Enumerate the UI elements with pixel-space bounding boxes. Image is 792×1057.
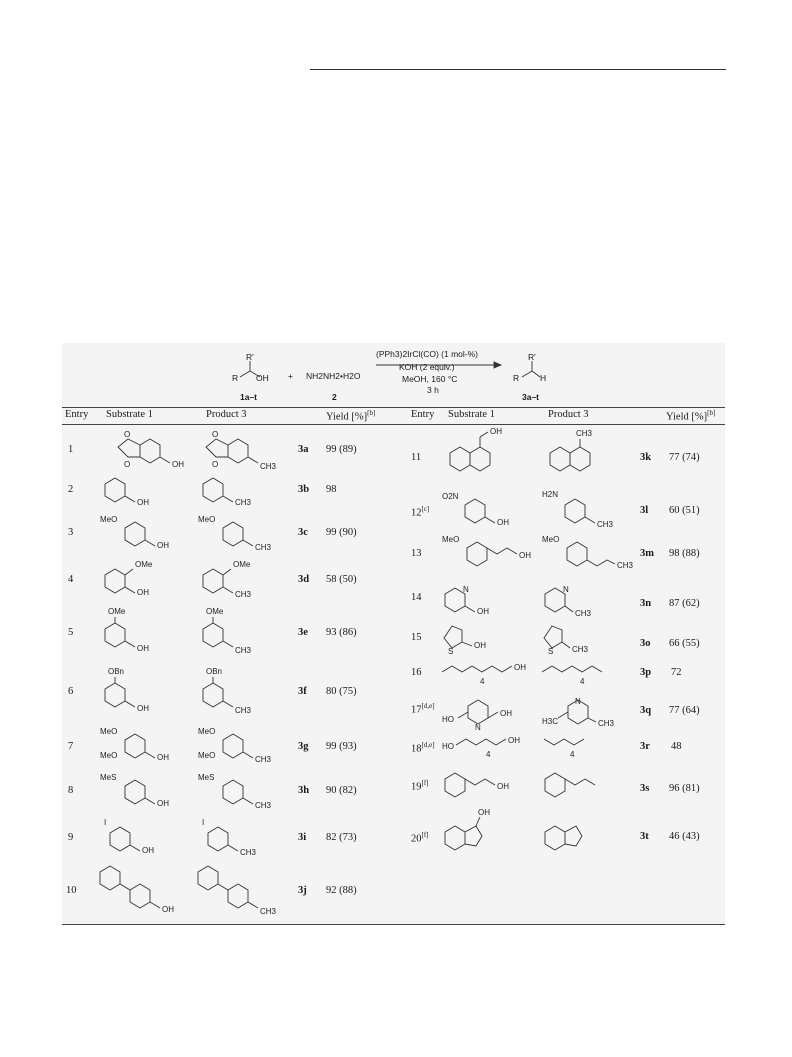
- entry-number: 9: [68, 832, 74, 843]
- substrate-structure: [100, 555, 190, 599]
- svg-text:H3C: H3C: [542, 717, 559, 726]
- yield-value: 72: [671, 667, 682, 678]
- svg-text:CH3: CH3: [255, 755, 272, 764]
- entry-number: 19[f]: [411, 779, 429, 793]
- svg-text:OH: OH: [157, 799, 169, 808]
- svg-text:CH3: CH3: [575, 609, 592, 618]
- substrate-structure: [440, 487, 540, 531]
- entry-number: 14: [411, 592, 422, 603]
- svg-text:N: N: [463, 585, 469, 594]
- svg-text:CH3: CH3: [235, 498, 252, 507]
- svg-text:OBn: OBn: [206, 667, 223, 676]
- product-id: 3l: [640, 505, 649, 516]
- entry-number: 1: [68, 444, 74, 455]
- svg-text:4: 4: [486, 750, 491, 759]
- yield-value: 77 (74): [669, 452, 700, 463]
- yield-value: 82 (73): [326, 832, 357, 843]
- svg-text:CH3: CH3: [576, 429, 593, 438]
- product-structure: [198, 472, 288, 507]
- svg-text:MeO: MeO: [198, 515, 216, 524]
- svg-text:CH3: CH3: [235, 706, 252, 715]
- svg-text:CH3: CH3: [260, 907, 277, 916]
- product-structure: [198, 815, 288, 857]
- svg-text:S: S: [448, 647, 454, 656]
- substrate-structure: [100, 472, 190, 507]
- product-structure: [540, 487, 640, 531]
- svg-text:OH: OH: [477, 607, 489, 616]
- entry-number: 12[c]: [411, 505, 430, 519]
- entry-number: 7: [68, 741, 74, 752]
- product-id: 3e: [298, 627, 308, 638]
- svg-text:OH: OH: [137, 644, 149, 653]
- yield-value: 58 (50): [326, 574, 357, 585]
- svg-text:CH3: CH3: [255, 801, 272, 810]
- product-structure: [540, 620, 640, 658]
- substrate-structure: [440, 808, 550, 858]
- svg-text:MeO: MeO: [198, 727, 216, 736]
- substrate-structure: [440, 532, 550, 576]
- product-structure: [540, 690, 650, 730]
- svg-text:OH: OH: [474, 641, 486, 650]
- svg-text:4: 4: [480, 677, 485, 686]
- svg-text:CH3: CH3: [235, 646, 252, 655]
- substrate-structure: [100, 815, 190, 857]
- svg-text:OH: OH: [508, 736, 520, 745]
- svg-text:OH: OH: [500, 709, 512, 718]
- product-structure: [198, 665, 288, 715]
- substrate-structure: [100, 770, 190, 810]
- product-id: 3p: [640, 667, 652, 678]
- entry-number: 13: [411, 548, 422, 559]
- condition-catalyst: (PPh3)2IrCl(CO) (1 mol-%): [376, 349, 479, 359]
- product-id: 3g: [298, 741, 309, 752]
- product-structure: [198, 427, 288, 472]
- product-id: 3h: [298, 785, 310, 796]
- svg-text:OMe: OMe: [135, 560, 153, 569]
- yield-value: 99 (93): [326, 741, 357, 752]
- product-structure: [540, 765, 650, 805]
- reactant-r: R: [232, 373, 239, 383]
- svg-text:S: S: [548, 647, 554, 656]
- reactant-oh: OH: [256, 373, 269, 383]
- entry-number: 4: [68, 574, 74, 585]
- svg-text:N: N: [563, 585, 569, 594]
- svg-text:OMe: OMe: [108, 607, 126, 616]
- substrate-structure: [100, 665, 190, 715]
- product-id: 3r: [640, 741, 650, 752]
- substrate-structure: [100, 862, 200, 917]
- product-id: 3f: [298, 686, 307, 697]
- product-structure: [198, 862, 298, 917]
- product-id: 3i: [298, 832, 307, 843]
- svg-text:MeO: MeO: [100, 751, 118, 760]
- entry-number: 8: [68, 785, 74, 796]
- svg-text:CH3: CH3: [597, 520, 614, 529]
- header-top-rule: [62, 407, 725, 408]
- header-substrate: Substrate 1: [106, 409, 153, 420]
- product-id: 3n: [640, 598, 652, 609]
- svg-text:HO: HO: [442, 715, 454, 724]
- entry-number: 10: [66, 885, 77, 896]
- svg-text:CH3: CH3: [235, 590, 252, 599]
- yield-value: 87 (62): [669, 598, 700, 609]
- svg-text:O: O: [212, 460, 219, 469]
- reagent-id: 2: [332, 392, 337, 402]
- svg-text:OH: OH: [162, 905, 174, 914]
- reactant-id: 1a–t: [240, 392, 258, 402]
- product-id: 3a: [298, 444, 309, 455]
- substrate-structure: [100, 722, 190, 770]
- condition-base: KOH (2 equiv.): [399, 362, 455, 372]
- svg-text:OH: OH: [137, 588, 149, 597]
- svg-text:OH: OH: [497, 782, 509, 791]
- product-structure: [198, 605, 288, 655]
- svg-text:O2N: O2N: [442, 492, 459, 501]
- entry-number: 20[f]: [411, 831, 429, 845]
- yield-value: 80 (75): [326, 686, 357, 697]
- yield-value: 46 (43): [669, 831, 700, 842]
- header-product: Product 3: [206, 409, 247, 420]
- product-structure: [198, 555, 288, 599]
- svg-text:I: I: [104, 818, 107, 827]
- svg-text:OH: OH: [514, 663, 526, 672]
- yield-value: 92 (88): [326, 885, 357, 896]
- substrate-structure: [100, 427, 190, 472]
- yield-value: 90 (82): [326, 785, 357, 796]
- substrate-structure: [440, 580, 540, 620]
- yield-value: 60 (51): [669, 505, 700, 516]
- svg-text:OH: OH: [142, 846, 154, 855]
- svg-text:CH3: CH3: [572, 645, 589, 654]
- svg-text:O: O: [124, 430, 131, 439]
- svg-text:N: N: [475, 723, 481, 732]
- product-id: 3t: [640, 831, 649, 842]
- yield-value: 66 (55): [669, 638, 700, 649]
- svg-text:I: I: [202, 818, 205, 827]
- entry-number: 3: [68, 527, 74, 538]
- header-yield: Yield [%][b]: [326, 409, 376, 423]
- svg-text:OH: OH: [157, 753, 169, 762]
- svg-text:MeO: MeO: [100, 727, 118, 736]
- plus-sign: +: [288, 371, 293, 381]
- svg-text:4: 4: [580, 677, 585, 686]
- svg-text:CH3: CH3: [240, 848, 257, 857]
- product-id: 3d: [298, 574, 310, 585]
- product-structure: [540, 580, 640, 620]
- product-structure: [198, 770, 288, 810]
- svg-text:MeS: MeS: [198, 773, 215, 782]
- yield-value: 98: [326, 484, 337, 495]
- product-id: 3q: [640, 705, 652, 716]
- entry-number: 5: [68, 627, 74, 638]
- svg-text:O: O: [124, 460, 131, 469]
- product-h: H: [540, 373, 547, 383]
- product-structure: [540, 427, 640, 482]
- product-structure: [540, 660, 650, 690]
- svg-text:OH: OH: [157, 541, 169, 550]
- yield-value: 96 (81): [669, 783, 700, 794]
- condition-solvent: MeOH, 160 °C: [402, 374, 458, 384]
- svg-text:MeO: MeO: [442, 535, 460, 544]
- svg-text:OH: OH: [172, 460, 184, 469]
- svg-text:OMe: OMe: [233, 560, 251, 569]
- substrate-structure: [100, 510, 190, 552]
- product-r-prime: R': [528, 352, 536, 362]
- svg-text:OH: OH: [478, 808, 490, 817]
- reactant-r-prime: R': [246, 352, 254, 362]
- product-id: 3b: [298, 484, 310, 495]
- yield-value: 99 (89): [326, 444, 357, 455]
- yield-value: 93 (86): [326, 627, 357, 638]
- svg-text:OH: OH: [490, 427, 502, 436]
- substrate-structure: [440, 690, 550, 730]
- condition-time: 3 h: [427, 385, 439, 395]
- product-structure: [198, 722, 288, 770]
- product-id: 3k: [640, 452, 652, 463]
- entry-number: 17[d,e]: [411, 702, 435, 716]
- svg-text:MeO: MeO: [100, 515, 118, 524]
- entry-number: 15: [411, 632, 422, 643]
- entry-number: 11: [411, 452, 422, 463]
- product-id: 3c: [298, 527, 308, 538]
- svg-text:4: 4: [570, 750, 575, 759]
- product-structure: [540, 808, 650, 858]
- hydrazine-reagent: NH2NH2•H2O: [306, 371, 361, 381]
- svg-text:OBn: OBn: [108, 667, 125, 676]
- header-substrate-right: Substrate 1: [448, 409, 495, 420]
- yield-value: 99 (90): [326, 527, 357, 538]
- substrate-structure: [440, 733, 550, 763]
- product-structure: [540, 532, 650, 576]
- product-id: 3o: [640, 638, 651, 649]
- svg-text:MeO: MeO: [198, 751, 216, 760]
- product-id: 3a–t: [522, 392, 540, 402]
- header-yield-right: Yield [%][b]: [666, 409, 716, 423]
- yield-value: 48: [671, 741, 682, 752]
- yield-value: 98 (88): [669, 548, 700, 559]
- header-entry-right: Entry: [411, 409, 435, 420]
- svg-text:OMe: OMe: [206, 607, 224, 616]
- header-entry: Entry: [65, 409, 89, 420]
- product-id: 3s: [640, 783, 650, 794]
- header-bottom-rule: [62, 424, 725, 425]
- svg-text:MeO: MeO: [542, 535, 560, 544]
- reactant-structure: [232, 351, 282, 391]
- svg-text:HO: HO: [442, 742, 454, 751]
- substrate-structure: [440, 765, 550, 805]
- yield-value: 77 (64): [669, 705, 700, 716]
- svg-text:CH3: CH3: [260, 462, 277, 471]
- header-product-right: Product 3: [548, 409, 589, 420]
- table-bottom-rule: [62, 924, 725, 925]
- entry-number: 16: [411, 667, 422, 678]
- svg-text:MeS: MeS: [100, 773, 117, 782]
- svg-text:CH3: CH3: [598, 719, 615, 728]
- product-structure: [512, 351, 562, 391]
- entry-number: 2: [68, 484, 74, 495]
- svg-text:CH3: CH3: [617, 561, 634, 570]
- svg-text:H2N: H2N: [542, 490, 559, 499]
- substrate-structure: [100, 605, 190, 655]
- svg-text:O: O: [212, 430, 219, 439]
- product-r: R: [513, 373, 520, 383]
- svg-text:OH: OH: [497, 518, 509, 527]
- substrate-structure: [440, 427, 540, 482]
- svg-text:OH: OH: [519, 551, 531, 560]
- product-structure: [198, 510, 288, 552]
- product-id: 3j: [298, 885, 307, 896]
- substrate-structure: [440, 660, 550, 690]
- svg-text:OH: OH: [137, 704, 149, 713]
- svg-text:OH: OH: [137, 498, 149, 507]
- top-rule: [310, 69, 726, 70]
- product-structure: [540, 733, 650, 763]
- entry-number: 6: [68, 686, 74, 697]
- svg-text:N: N: [575, 697, 581, 706]
- product-id: 3m: [640, 548, 654, 559]
- substrate-structure: [440, 620, 540, 658]
- entry-number: 18[d,e]: [411, 741, 435, 755]
- reaction-scheme: [62, 343, 725, 407]
- svg-text:CH3: CH3: [255, 543, 272, 552]
